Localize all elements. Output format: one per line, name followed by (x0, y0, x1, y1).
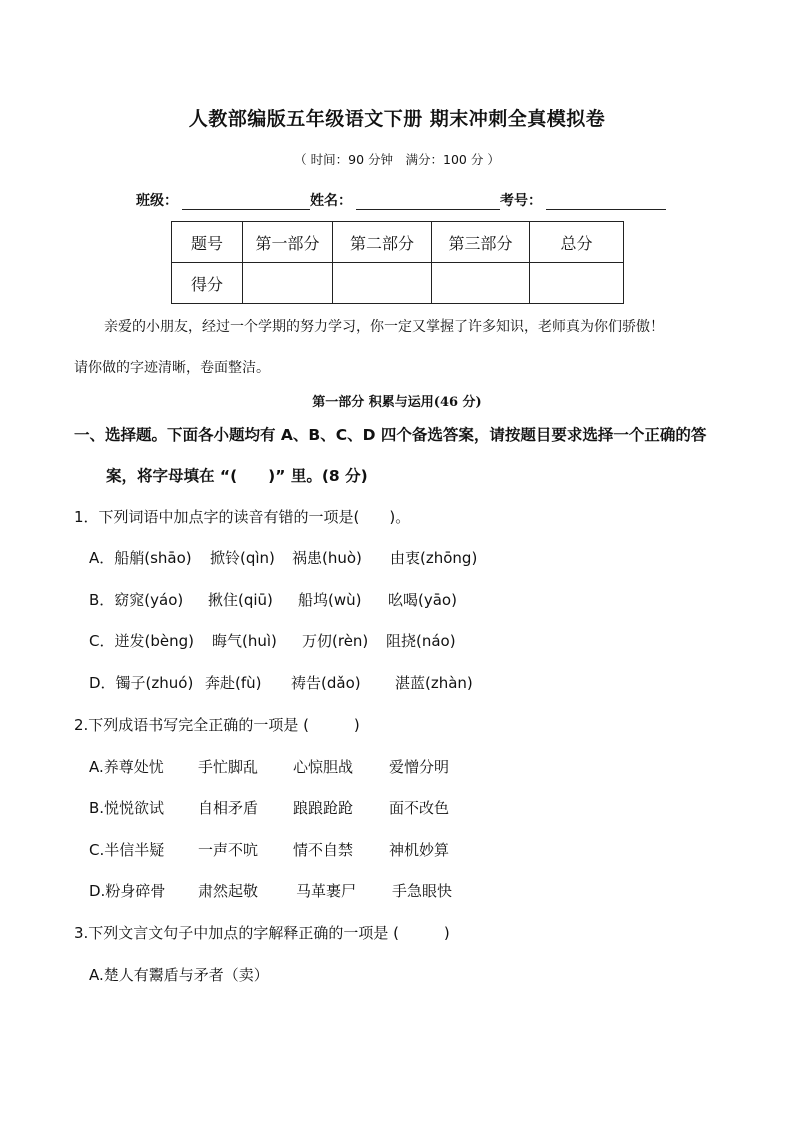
question-2-option-c (89, 839, 449, 860)
option-word: A.楚人有鬻盾与矛者（卖） (89, 966, 269, 984)
option-word: 万仞(rèn) (302, 632, 369, 650)
class-field[interactable] (182, 191, 310, 210)
option-word: 船坞(wù) (298, 591, 362, 609)
option-word: 自相矛盾 (198, 799, 259, 817)
class-label: 班级： (136, 193, 178, 209)
option-word: 阻挠(náo) (386, 632, 456, 650)
question-1-option-a (89, 547, 477, 568)
score-header-cell: 第三部分 (432, 222, 530, 263)
exam-subtitle: （ 时间：90 分钟 满分：100 分 ） (294, 152, 500, 167)
option-word: D．镯子(zhuó) (89, 674, 194, 692)
page-title: 人教部编版五年级语文下册 期末冲刺全真模拟卷 (188, 108, 606, 130)
exam-no-field[interactable] (546, 191, 666, 210)
option-word: 神机妙算 (389, 841, 450, 859)
name-label: 姓名： (310, 193, 352, 209)
option-word: 肃然起敬 (198, 882, 259, 900)
option-word: 心惊胆战 (293, 758, 354, 776)
exam-no-label: 考号： (500, 193, 542, 209)
option-word: 手急眼快 (392, 882, 453, 900)
question-1-option-d (89, 672, 473, 693)
score-header-cell: 第二部分 (333, 222, 432, 263)
question-1-option-b (89, 589, 457, 610)
question-1-stem: 1．下列词语中加点字的读音有错的一项是( )。 (74, 508, 411, 526)
section1-instruction-line-1: 一、选择题。下面各小题均有 A、B、C、D 四个备选答案，请按题目要求选择一个正确的答 (74, 426, 707, 444)
option-word: 晦气(huì) (212, 632, 277, 650)
option-word: 手忙脚乱 (198, 758, 259, 776)
score-table-header-row (172, 222, 624, 263)
score-table-score-row (172, 263, 624, 304)
option-word: 一声不吭 (198, 841, 259, 859)
question-2-option-b (89, 797, 449, 818)
option-word: 面不改色 (389, 799, 450, 817)
score-row-label: 得分 (172, 263, 243, 304)
option-word: 湛蓝(zhàn) (395, 674, 473, 692)
question-3-stem: 3.下列文言文句子中加点的字解释正确的一项是 ( ) (74, 924, 450, 942)
question-2-option-a (89, 756, 449, 777)
option-word: C．迸发(bèng) (89, 632, 194, 650)
option-word: C.半信半疑 (89, 841, 165, 859)
score-header-cell: 题号 (172, 222, 243, 263)
option-word: A.养尊处忧 (89, 758, 164, 776)
question-2-stem: 2.下列成语书写完全正确的一项是 ( ) (74, 716, 360, 734)
option-word: B.悦悦欲试 (89, 799, 165, 817)
question-1-option-c (89, 630, 456, 651)
score-header-cell: 第一部分 (243, 222, 333, 263)
option-word: 祷告(dǎo) (291, 674, 361, 692)
option-word: 奔赴(fù) (205, 674, 262, 692)
option-word: 掀铃(qìn) (210, 549, 275, 567)
option-word: 情不自禁 (293, 841, 354, 859)
section1-instruction-line-2: 案，将字母填在 “( )” 里。(8 分) (106, 467, 368, 485)
score-cell[interactable] (432, 263, 530, 304)
score-table (171, 221, 624, 304)
option-word: 马革裹尸 (296, 882, 357, 900)
option-word: B．窈窕(yáo) (89, 591, 184, 609)
score-cell[interactable] (243, 263, 333, 304)
name-field[interactable] (356, 191, 500, 210)
option-word: A．船艄(shāo) (89, 549, 192, 567)
score-header-cell: 总分 (530, 222, 624, 263)
option-word: 踉踉跄跄 (293, 799, 354, 817)
option-word: 爱憎分明 (389, 758, 450, 776)
option-word: 揪住(qiū) (208, 591, 273, 609)
option-word: 吆喝(yāo) (388, 591, 457, 609)
score-cell[interactable] (530, 263, 624, 304)
question-2-option-d (89, 880, 452, 901)
score-cell[interactable] (333, 263, 432, 304)
intro-line-2: 请你做的字迹清晰，卷面整洁。 (74, 360, 270, 376)
intro-line-1: 亲爱的小朋友，经过一个学期的努力学习，你一定又掌握了许多知识，老师真为你们骄傲！ (104, 319, 664, 335)
student-info (136, 190, 666, 210)
option-word: 祸患(huò) (292, 549, 362, 567)
option-word: D.粉身碎骨 (89, 882, 166, 900)
part1-heading: 第一部分 积累与运用(46 分) (312, 395, 482, 410)
option-word: 由衷(zhōng) (390, 549, 478, 567)
question-3-option-a (89, 964, 269, 985)
